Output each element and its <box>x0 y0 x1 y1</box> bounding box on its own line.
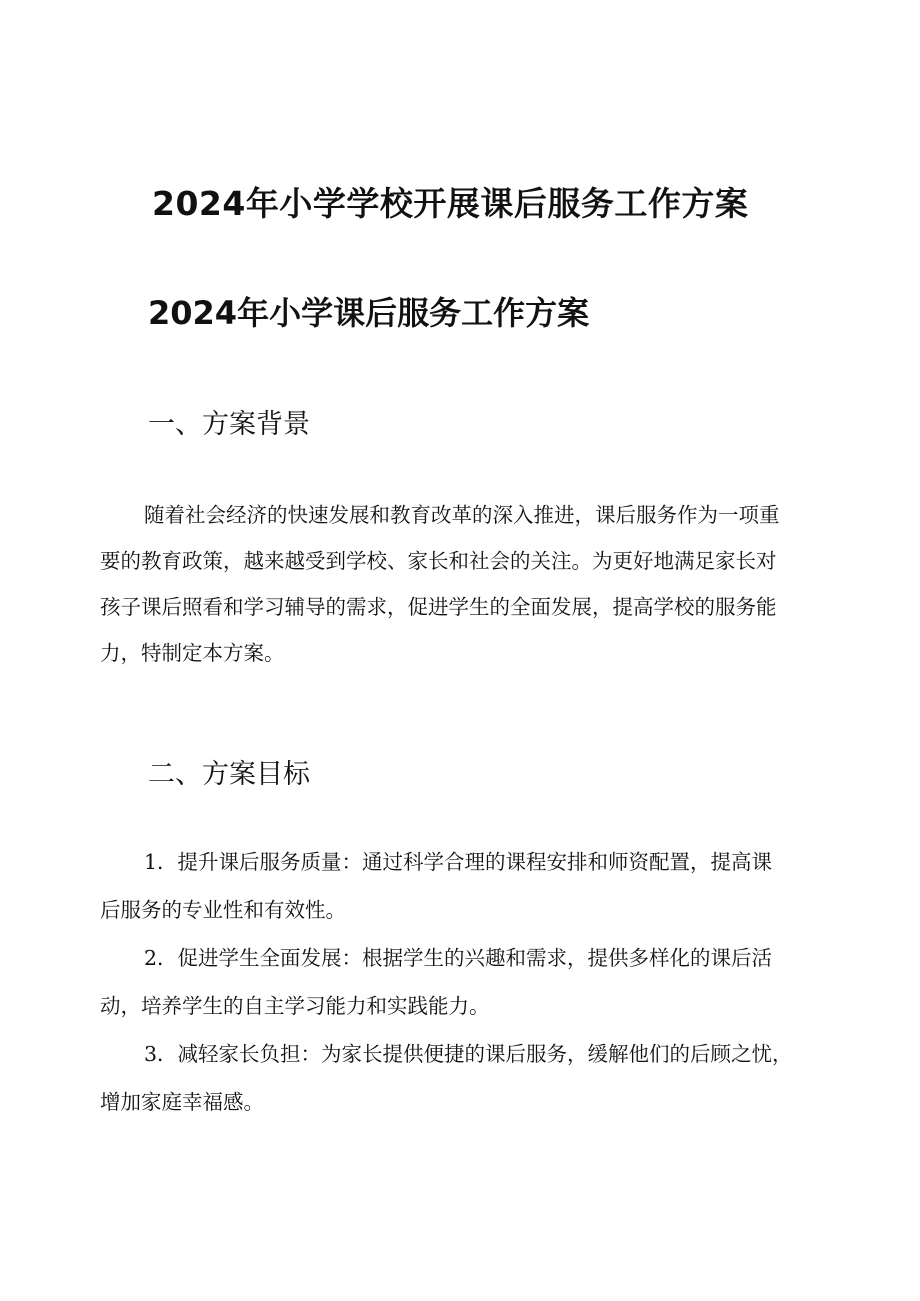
goal-item-line: 3．减轻家长负担：为家长提供便捷的课后服务，缓解他们的后顾之忧， <box>144 1042 793 1066</box>
paragraph-line: 要的教育政策，越来越受到学校、家长和社会的关注。为更好地满足家长对 <box>100 549 777 573</box>
goal-item-line: 增加家庭幸福感。 <box>100 1090 264 1114</box>
document-title: 2024年小学学校开展课后服务工作方案 <box>152 184 749 223</box>
section-heading-background: 一、方案背景 <box>148 409 310 440</box>
goal-item <box>100 934 822 1030</box>
goal-item <box>100 1030 822 1126</box>
goal-item-line: 1．提升课后服务质量：通过科学合理的课程安排和师资配置，提高课 <box>144 850 773 874</box>
paragraph-line: 力，特制定本方案。 <box>100 641 285 665</box>
goals-list <box>100 838 822 1126</box>
goal-item-line: 动，培养学生的自主学习能力和实践能力。 <box>100 994 490 1018</box>
paragraph-line: 随着社会经济的快速发展和教育改革的深入推进，课后服务作为一项重 <box>144 503 780 527</box>
background-paragraph <box>100 492 822 676</box>
goal-item <box>100 838 822 934</box>
goal-item-line: 后服务的专业性和有效性。 <box>100 898 346 922</box>
goal-item-line: 2．促进学生全面发展：根据学生的兴趣和需求，提供多样化的课后活 <box>144 946 773 970</box>
paragraph-line: 孩子课后照看和学习辅导的需求，促进学生的全面发展，提高学校的服务能 <box>100 595 777 619</box>
document-subtitle: 2024年小学课后服务工作方案 <box>148 294 590 332</box>
section-heading-goals: 二、方案目标 <box>148 759 310 790</box>
